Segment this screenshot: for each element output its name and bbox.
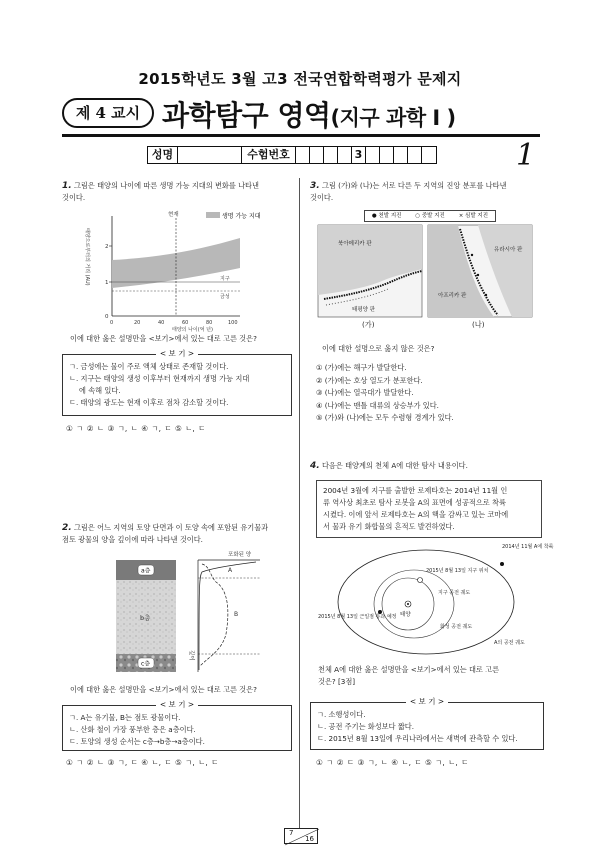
q4-box-line: 서 물과 유기 화합물의 흔적도 발견하였다. [323, 522, 455, 531]
q4-choices[interactable]: ① ㄱ ② ㄷ ③ ㄱ, ㄴ ④ ㄴ, ㄷ ⑤ ㄱ, ㄴ, ㄷ [316, 758, 469, 767]
exam-id-label: 수험번호 [242, 147, 296, 163]
q3-map-b-plate1: 유라시아 판 [494, 247, 523, 253]
q3-map-a [318, 225, 422, 317]
period-badge: 제 4 교시 [62, 98, 154, 128]
page-total: 16 [305, 835, 314, 843]
q2-saturated-label: 포화된 양 [228, 552, 252, 558]
q1-choices[interactable]: ① ㄱ ② ㄴ ③ ㄱ, ㄴ ④ ㄱ, ㄷ ⑤ ㄴ, ㄷ [66, 424, 206, 433]
exam-id-cell [296, 147, 310, 163]
q1-xtick: 0 [110, 320, 114, 326]
q3-text-line2: 것이다. [310, 193, 334, 202]
q2-curve-b [200, 564, 228, 666]
q3-option[interactable]: ④ (나)에는 맨틀 대류의 상승부가 있다. [316, 400, 439, 410]
name-field [178, 147, 242, 163]
q4-landing-label: 2014년 11월 A에 착륙 [502, 544, 554, 550]
q3-prompt: 이에 대한 설명으로 옳지 않은 것은? [322, 344, 435, 353]
q2-number: 2. [62, 523, 72, 533]
q3-option[interactable]: ③ (나)에는 열곡대가 발달한다. [316, 388, 414, 397]
subject-title [162, 94, 456, 134]
q1-ytick: 2 [105, 244, 109, 250]
student-info-row [147, 146, 437, 164]
q2-bogi-box [62, 700, 292, 751]
page-number: 1 [516, 138, 536, 173]
q2-choices[interactable]: ① ㄱ ② ㄴ ③ ㄱ, ㄷ ④ ㄴ, ㄷ ⑤ ㄱ, ㄴ, ㄷ [66, 758, 219, 767]
q3-map-a-plate2: 태평양 판 [352, 307, 376, 313]
q4-bogi-box [310, 697, 544, 750]
q1-text-line1: 그림은 태양의 나이에 따른 생명 가능 지대의 변화를 나타낸 [73, 181, 259, 190]
column-divider [299, 178, 300, 828]
q4-mars-orbit-label: 화성 공전 궤도 [440, 624, 473, 630]
q2-prompt: 이에 대한 옳은 설명만을 <보기>에서 있는 대로 고른 것은? [70, 685, 257, 694]
q3-legend [364, 210, 496, 222]
q1-legend-text: 생명 가능 지대 [222, 213, 261, 220]
q1-xtick: 20 [134, 320, 141, 326]
exam-id-cell [338, 147, 352, 163]
q4-info-box [316, 480, 542, 538]
q4-prompt-line1: 천체 A에 대한 옳은 설명만을 <보기>에서 있는 대로 고른 [318, 665, 500, 674]
q1-habitable-zone-chart [72, 208, 292, 332]
q2-bogi-item: ㄷ. 토양의 생성 순서는 c층→b층→a층이다. [69, 737, 205, 746]
q2-bogi-item: ㄴ. 산화 철이 가장 풍부한 층은 a층이다. [69, 725, 196, 734]
q1-ytick: 0 [105, 314, 109, 320]
q3-stem [310, 180, 542, 204]
q3-legend-item: ○ 중발 지진 [415, 213, 445, 219]
q2-bogi-title: < 보 기 > [156, 700, 198, 709]
q2-stem [62, 522, 292, 546]
q3-legend-item: ● 천발 지진 [371, 213, 402, 219]
q4-prompt [318, 664, 542, 688]
q1-xtick: 80 [206, 320, 213, 326]
q3-legend-item: × 심발 지진 [458, 213, 489, 219]
header-rule [62, 134, 540, 137]
q2-curve-a-label: A [228, 567, 233, 574]
q4-landing-point [500, 562, 504, 566]
q1-text-line2: 것이다. [62, 193, 86, 202]
q1-legend-swatch [206, 212, 220, 218]
exam-id-cell [366, 147, 380, 163]
q1-bogi-item: ㄱ. 금성에는 물이 주로 액체 상태로 존재할 것이다. [69, 362, 229, 371]
q3-text-line1: 그림 (가)와 (나)는 서로 다른 두 지역의 진앙 분포를 나타낸 [321, 181, 507, 190]
q4-box-line: 2004년 3월에 지구를 출발한 로제타호는 2014년 11월 인 [323, 486, 508, 495]
q1-xtick: 40 [158, 320, 165, 326]
name-label: 성명 [148, 147, 178, 163]
q1-bogi-box [62, 349, 292, 416]
exam-id-cell [422, 147, 436, 163]
page-counter [284, 828, 318, 844]
q1-earth-label: 지구 [220, 276, 230, 282]
q1-number: 1. [62, 181, 72, 191]
q3-map-b-plate2: 아프리카 판 [438, 293, 467, 299]
q4-stem [310, 460, 542, 472]
q2-text-line1: 그림은 어느 지역의 토양 단면과 이 토양 속에 포함된 유기물과 [73, 523, 269, 532]
q1-venus-label: 금성 [220, 294, 230, 300]
q2-text-line2: 점토 광물의 양을 깊이에 따라 나타낸 것이다. [62, 535, 203, 544]
q1-ytick: 1 [105, 280, 109, 286]
q2-bogi-item: ㄱ. A는 유기물, B는 점토 광물이다. [69, 713, 181, 722]
q4-sun-label: 태양 [400, 612, 411, 618]
q4-prompt-line2: 것은? [3점] [318, 677, 356, 686]
subject-sub: (지구 과학 I ) [330, 106, 456, 130]
q1-xlabel: 태양의 나이(억 년) [172, 327, 213, 333]
exam-id-cell: 3 [352, 147, 366, 163]
q4-earth-orbit-label: 지구 공전 궤도 [438, 590, 471, 596]
q4-bogi-item: ㄷ. 2015년 8월 13일에 우리나라에서는 새벽에 관측할 수 있다. [317, 734, 518, 743]
q4-earth-point [418, 578, 423, 583]
q3-options [316, 362, 536, 425]
q1-prompt: 이에 대한 옳은 설명만을 <보기>에서 있는 대로 고른 것은? [70, 334, 257, 343]
q4-bogi-item: ㄴ. 공전 주기는 화성보다 짧다. [317, 722, 415, 731]
q1-bogi-title: < 보 기 > [156, 349, 198, 358]
q4-box-line: 시켰다. 이에 앞서 로제타호는 A의 핵을 감싸고 있는 코마에 [323, 510, 509, 519]
q3-option[interactable]: ① (가)에는 해구가 발달한다. [316, 363, 407, 372]
q2-curve-b-label: B [234, 611, 239, 618]
q4-bogi-item: ㄱ. 소행성이다. [317, 710, 366, 719]
q2-layer-a-label: a층 [141, 567, 151, 575]
q2-soil-profile [110, 550, 270, 680]
document-title: 2015학년도 3월 고3 전국연합학력평가 문제지 [138, 70, 462, 88]
q1-xtick: 100 [228, 320, 238, 326]
page-current: 7 [289, 829, 294, 837]
q1-bogi-item: ㄴ. 지구는 태양의 생성 이후부터 현재까지 생명 가능 지대 [69, 374, 250, 383]
q1-bogi-item: 에 속해 있다. [79, 386, 121, 395]
q2-layer-c-label: c층 [141, 660, 151, 668]
exam-id-cell [394, 147, 408, 163]
q1-xtick: 60 [182, 320, 189, 326]
q3-option[interactable]: ⑤ (가)와 (나)에는 모두 수렴형 경계가 있다. [316, 413, 454, 422]
q3-map-b [428, 225, 532, 317]
exam-id-cell [324, 147, 338, 163]
q4-comet-orbit [338, 550, 514, 654]
q3-map-a-plate1: 북아메리카 판 [338, 241, 372, 247]
q1-ylabel: 태양으로부터의 거리 (AU) [84, 228, 90, 286]
q4-box-line: 류 역사상 최초로 탐사 로봇을 A의 표면에 성공적으로 착륙 [323, 498, 506, 507]
q4-perihelion-label: 2015년 8월 13일 근일점 통과 예정 [318, 614, 397, 620]
q4-number: 4. [310, 461, 320, 471]
q4-orbit-diagram [316, 540, 554, 662]
q3-option[interactable]: ② (가)에는 호상 열도가 분포한다. [316, 375, 423, 385]
q4-bogi-title: < 보 기 > [406, 697, 448, 706]
exam-id-cell [408, 147, 422, 163]
q4-a-orbit-label: A의 공전 궤도 [494, 640, 525, 646]
q3-caption-b: (나) [472, 320, 485, 329]
q3-number: 3. [310, 181, 320, 191]
q1-stem [62, 180, 290, 204]
exam-id-cell [310, 147, 324, 163]
exam-id-cell [380, 147, 394, 163]
q1-bogi-item: ㄷ. 태양의 광도는 현재 이후로 점차 감소할 것이다. [69, 398, 229, 407]
q3-caption-a: (가) [362, 320, 375, 329]
q4-earth-pos-label: 2015년 8월 13일 지구 위치 [426, 568, 489, 574]
q4-text: 다음은 태양계의 천체 A에 대한 탐사 내용이다. [321, 461, 468, 470]
q1-now-label: 현재 [168, 212, 179, 218]
subject-main: 과학탐구 영역 [162, 99, 331, 132]
q2-layer-b-label: b층 [140, 614, 151, 622]
q2-depth-label: 깊이 [188, 650, 194, 661]
